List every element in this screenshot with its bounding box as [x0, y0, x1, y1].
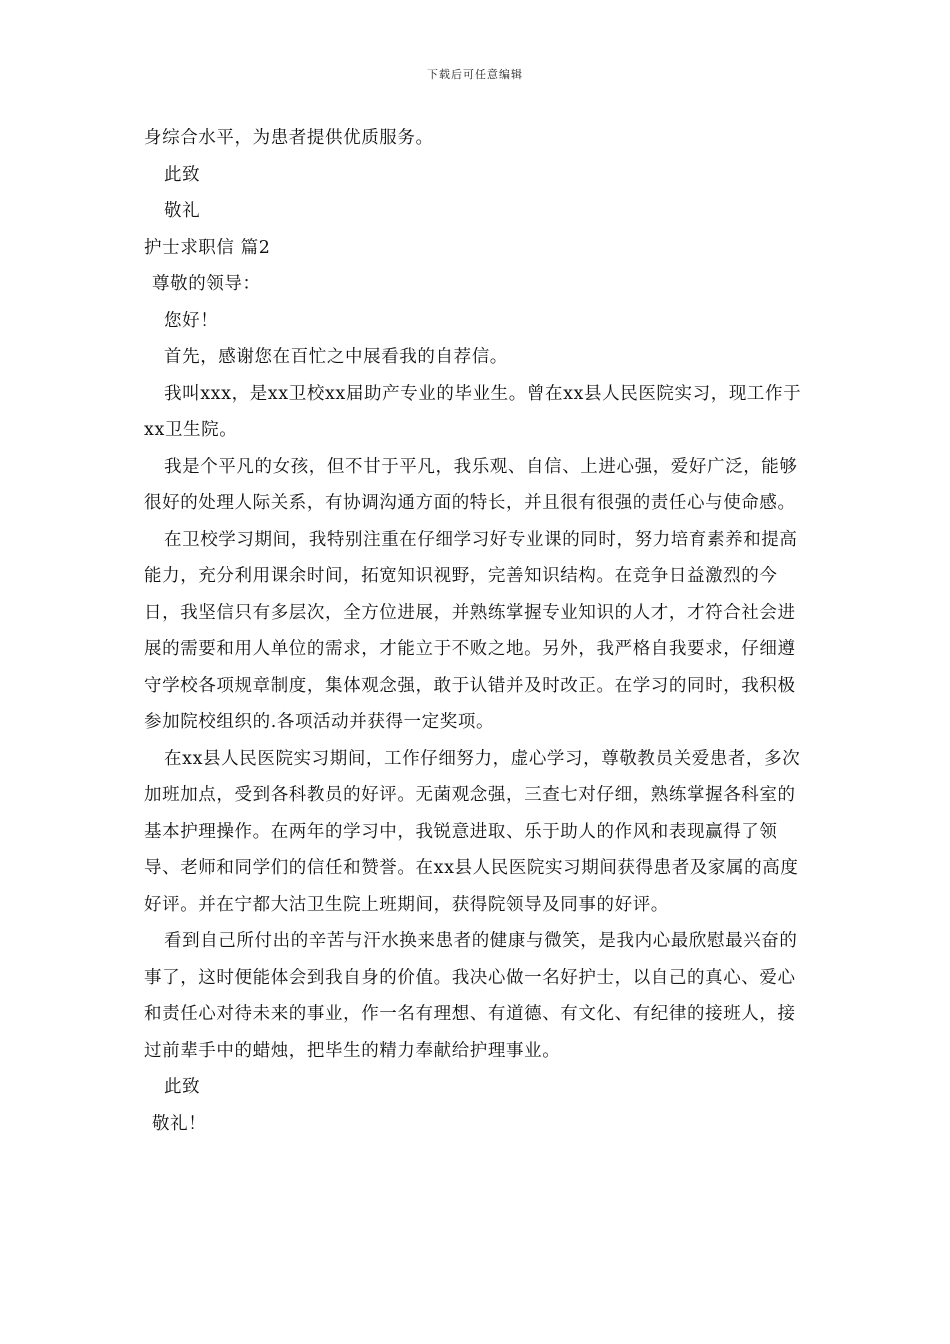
greeting: 尊敬的领导：: [152, 274, 261, 294]
hello-line: 您好！: [164, 310, 219, 331]
paragraph-continuation: 身综合水平，为患者提供优质服务。: [144, 128, 434, 148]
closing-jingli: 敬礼: [164, 201, 201, 221]
section-title: 护士求职信 篇2: [144, 237, 271, 258]
closing-jingli-2: 敬礼！: [152, 1113, 207, 1134]
paragraph-resolve: 看到自己所付出的辛苦与汗水换来患者的健康与微笑，是我内心最欣慰最兴奋的事了，这时便能体会到我自身的价值。我决心做一名好护士，以自己的真心、爱心和责任心对待未来的事业，作一名有理想、有道德、有文化、有纪律的接班人，接过前辈手中的蜡烛，把毕生的精力奉献给护理事业。: [144, 931, 798, 1061]
closing-cizhi-2: 此致: [164, 1077, 201, 1097]
paragraph-thanks: 首先，感谢您在百忙之中展看我的自荐信。: [164, 347, 508, 367]
paragraph-intro: 我叫xxx，是xx卫校xx届助产专业的毕业生。曾在xx县人民医院实习，现工作于xx卫生院。: [144, 383, 802, 440]
paragraph-internship: 在xx县人民医院实习期间，工作仔细努力，虚心学习，尊敬教员关爱患者，多次加班加点，受到各科教员的好评。无菌观念强，三查七对仔细，熟练掌握各科室的基本护理操作。在两年的学习中，我锐意进取、乐于助人的作风和表现赢得了领导、老师和同学们的信任和赞誉。在xx县人民医院实习期间获得患者及家属的高度好评。并在宁都大沽卫生院上班期间，获得院领导及同事的好评。: [144, 748, 801, 915]
paragraph-personality: 我是个平凡的女孩，但不甘于平凡，我乐观、自信、上进心强，爱好广泛，能够很好的处理人际关系，有协调沟通方面的特长，并且很有很强的责任心与使命感。: [144, 456, 798, 513]
document-body: [144, 120, 812, 1142]
closing-cizhi: 此致: [164, 164, 201, 185]
header-note: 下载后可任意编辑: [427, 68, 523, 81]
paragraph-study: 在卫校学习期间，我特别注重在仔细学习好专业课的同时，努力培育素养和提高能力，充分利用课余时间，拓宽知识视野，完善知识结构。在竞争日益激烈的今日，我坚信只有多层次，全方位进展，并熟练掌握专业知识的人才，才符合社会进展的需要和用人单位的需求，才能立于不败之地。另外，我严格自我要求，仔细遵守学校各项规章制度，集体观念强，敢于认错并及时改正。在学习的同时，我积极参加院校组织的.各项活动并获得一定奖项。: [144, 529, 798, 732]
